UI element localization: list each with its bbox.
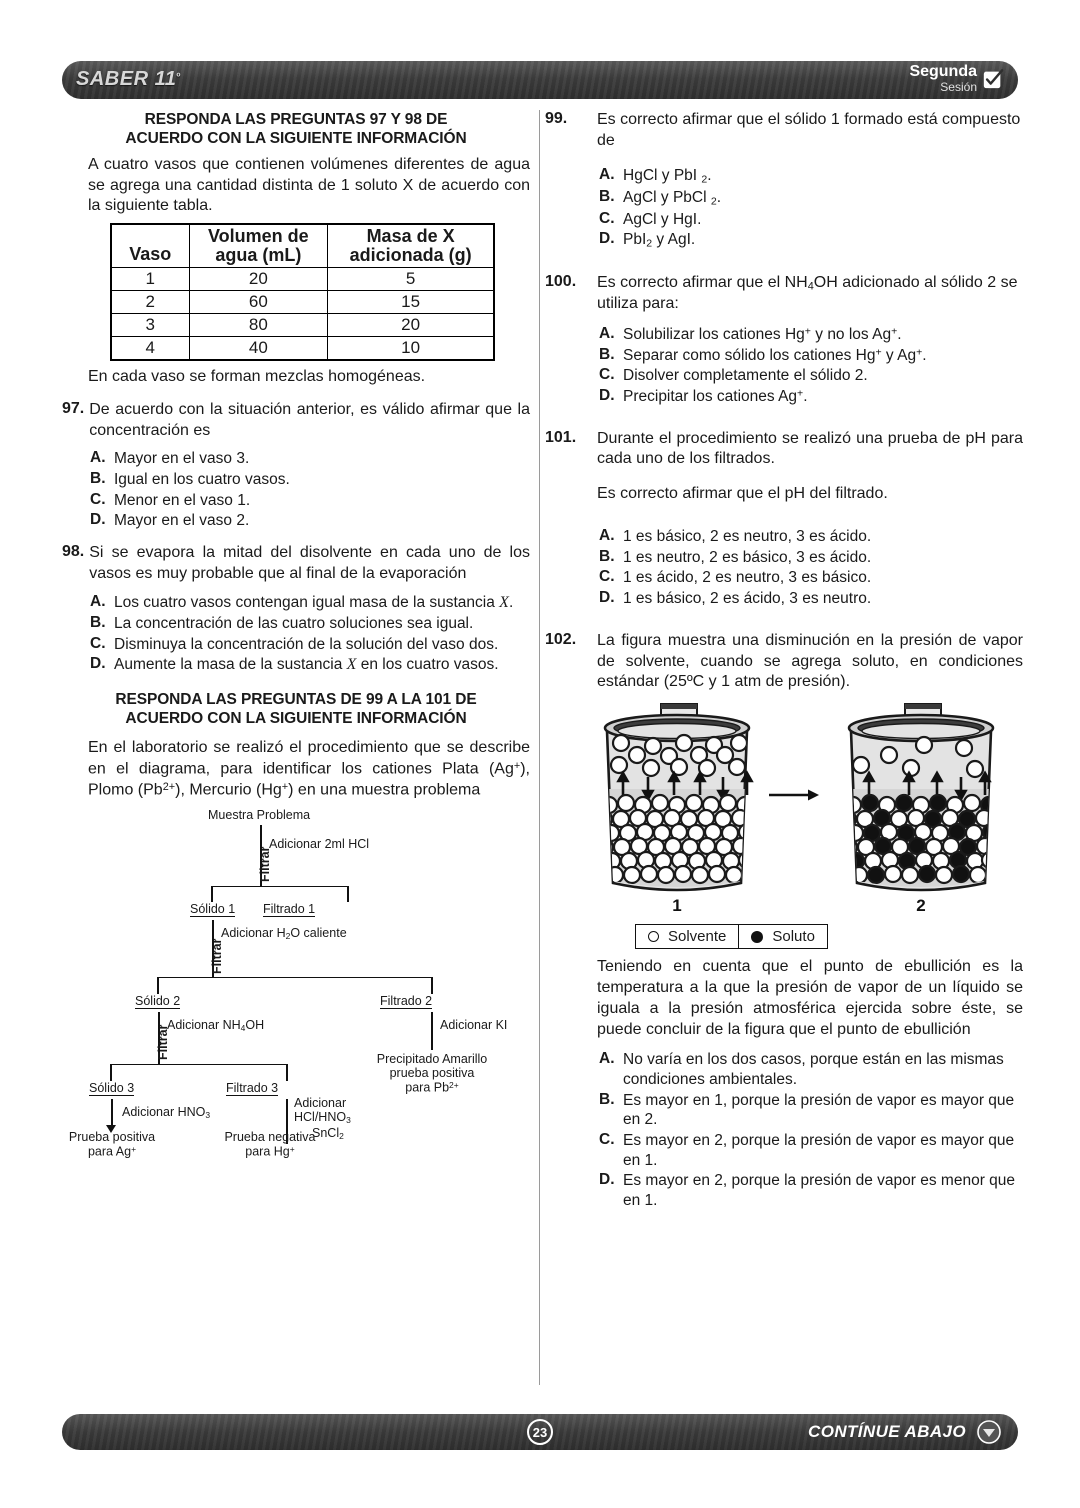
opt-s2: + — [891, 325, 898, 338]
option-text — [114, 655, 530, 675]
precipitado-line-1: Precipitado Amarillo — [376, 1051, 488, 1066]
question-100-options — [597, 325, 1023, 407]
figure-legend — [635, 924, 828, 949]
opt-sub: 2 — [701, 173, 708, 186]
chevron-down-circle-icon — [976, 1419, 1002, 1445]
flow-node-filtrado-1: Filtrado 1 — [263, 901, 316, 916]
lab-part-1: En el laboratorio se realizó el procedimiento que se describe en el diagrama, para identificar los cationes Plata (Ag — [88, 739, 530, 778]
cell-masa: 10 — [328, 336, 494, 360]
flow-node-filtrado-2: Filtrado 2 — [380, 993, 433, 1008]
beaker-2-label: 2 — [916, 896, 926, 916]
precipitado-line-3 — [357, 1080, 507, 1095]
option-letter: A. — [599, 324, 615, 342]
flow-branch-3 — [110, 1064, 288, 1066]
cell-volumen: 80 — [189, 313, 328, 336]
flow-line-solido1 — [211, 886, 213, 902]
open-circle-icon — [648, 931, 659, 942]
result-ag-line-2 — [62, 1144, 162, 1159]
question-102-stem-2: Teniendo en cuenta que el punto de ebullición es la temperatura a la que la presión de vapor de un líquido se iguala a la presión atmosférica ejercida sobre éste, se puede concluir de la figura que el punto de ebullición — [597, 958, 1023, 1038]
instruction-block-2 — [62, 690, 530, 729]
option-letter: C. — [599, 366, 615, 384]
flow-branch-2 — [157, 977, 432, 979]
option-b[interactable] — [597, 548, 1023, 568]
precipitado-pb-pre: para Pb — [405, 1080, 450, 1095]
option-letter: D. — [599, 589, 615, 607]
opt-p2: y Ag — [881, 346, 917, 364]
option-text-pre: Aumente la masa de la sustancia — [114, 656, 347, 674]
option-letter: C. — [599, 209, 615, 227]
opt-p3: . — [897, 325, 902, 343]
nh4oh-pre: Adicionar NH — [167, 1017, 241, 1032]
beaker-1-liquid-particles — [596, 795, 755, 883]
question-99 — [545, 110, 1023, 152]
opt-s1: + — [804, 325, 811, 338]
option-b[interactable] — [597, 188, 1023, 209]
vapor-pressure-figure — [589, 703, 1019, 918]
session-indicator — [909, 64, 1004, 93]
question-97 — [62, 400, 530, 442]
lab-part-3: ), Mercurio (Hg — [175, 782, 282, 800]
exam-title: SABER $11^º$ — [76, 68, 181, 90]
vasos-table — [110, 223, 495, 361]
question-98-number: 98. — [62, 543, 85, 560]
opt-s2: + — [916, 346, 923, 359]
option-italic-symbol: X — [499, 593, 509, 611]
legend-solute-label: Soluto — [772, 928, 815, 946]
question-99-number: 99. — [545, 110, 568, 127]
option-letter: B. — [599, 547, 615, 565]
page-number-badge: 23 — [527, 1419, 553, 1445]
result-ag-line-1: Prueba positiva — [68, 1129, 156, 1144]
legend-solvent-label: Solvente — [668, 928, 727, 946]
beaker-2 — [840, 704, 999, 915]
table-row — [111, 290, 494, 313]
option-d[interactable] — [88, 655, 530, 675]
question-97-stem: De acuerdo con la situación anterior, es válido afirmar que la concentración es — [89, 400, 530, 439]
option-b[interactable] — [88, 614, 530, 634]
sncl2-sub: 2 — [339, 1131, 344, 1142]
flow-node-muestra-problema: Muestra Problema — [208, 807, 311, 822]
option-c[interactable] — [597, 210, 1023, 230]
cell-volumen: 40 — [189, 336, 328, 360]
option-letter: A. — [90, 592, 106, 610]
hclhno3-pre: HCl/HNO — [294, 1110, 347, 1125]
instruction-1-line-2: ACUERDO CON LA SIGUIENTE INFORMACIÓN — [125, 130, 467, 148]
continue-indicator — [808, 1419, 1002, 1445]
column-divider — [539, 110, 540, 1385]
procedure-flowchart — [62, 807, 530, 1159]
cell-vaso: 3 — [111, 313, 189, 336]
option-italic-symbol: X — [346, 656, 357, 674]
option-letter: A. — [599, 1050, 615, 1068]
flow-label-filtrar-2: Filtrar — [210, 938, 224, 974]
table-header-vaso: Vaso — [111, 224, 189, 267]
question-101-number: 101. — [545, 428, 577, 446]
option-text-post: . — [508, 593, 514, 611]
right-arrow-icon — [769, 790, 819, 801]
option-letter: C. — [599, 568, 615, 586]
legend-solvent — [636, 925, 738, 948]
checked-box-icon — [982, 68, 1004, 90]
legend-solute — [738, 925, 827, 948]
header-volumen-line-2: agua (mL) — [215, 245, 302, 266]
option-text-pre: Los cuatro vasos contengan igual masa de la sustancia — [114, 593, 500, 611]
opt-s1: + — [875, 346, 882, 359]
flow-action-adicionar-h2o — [221, 926, 347, 941]
flow-result-prueba-negativa-hg — [215, 1130, 325, 1159]
filtrado3-action-line-2 — [294, 1110, 351, 1126]
option-a[interactable] — [597, 527, 1023, 547]
question-98 — [62, 543, 530, 585]
question-100 — [545, 273, 1023, 315]
question-98-stem: Si se evapora la mitad del disolvente en cada uno de los vasos es muy probable que al final de la evaporación — [89, 544, 530, 582]
opt-post: . — [707, 166, 712, 184]
flow-line-filtrado2 — [431, 977, 433, 994]
opt-sub: 2 — [646, 237, 653, 250]
option-letter: B. — [599, 345, 615, 363]
option-text — [623, 166, 1023, 187]
opt-s1: + — [797, 387, 804, 400]
result-hg-line-2 — [215, 1144, 325, 1159]
question-102-stem: La figura muestra una disminución en la presión de vapor de solvente, cuando se agrega soluto, en condiciones estándar (25ºC y 1 atm de presión). — [597, 631, 1023, 691]
table-row — [111, 336, 494, 360]
option-letter: A. — [599, 527, 615, 545]
instruction-2-line-1: RESPONDA LAS PREGUNTAS DE 99 A LA 101 DE — [115, 690, 477, 708]
question-99-options — [597, 166, 1023, 252]
option-c[interactable] — [597, 366, 1023, 386]
flow-line-filtrado1 — [347, 886, 349, 902]
opt-sub: 2 — [710, 195, 717, 208]
opt-post: . — [716, 188, 722, 206]
hno3-sub: 3 — [205, 1109, 211, 1120]
option-text: La concentración de las cuatro soluciones sea igual. — [114, 614, 474, 632]
option-letter: D. — [599, 386, 615, 404]
h2o-post: O caliente — [290, 925, 347, 940]
flow-action-adicionar-ki: Adicionar KI — [440, 1017, 508, 1032]
after-table-text: En cada vaso se forman mezclas homogéneas. — [88, 367, 426, 385]
flow-line-solido3-action — [111, 1099, 113, 1127]
option-text-post: en los cuatro vasos. — [356, 656, 499, 674]
opt-p3: . — [922, 346, 927, 364]
option-text: Igual en los cuatro vasos. — [114, 470, 290, 488]
question-101-stem: Durante el procedimiento se realizó una prueba de pH para cada uno de los filtrados. — [597, 429, 1023, 468]
option-text — [623, 387, 1023, 407]
cell-masa: 15 — [328, 290, 494, 313]
session-line-2: Sesión — [940, 80, 977, 94]
flow-result-precipitado — [357, 1052, 507, 1095]
question-100-number: 100. — [545, 273, 577, 291]
option-text: 1 es básico, 2 es ácido, 3 es neutro. — [623, 590, 872, 608]
lab-sup-3: + — [281, 781, 289, 794]
option-text — [623, 346, 1023, 366]
question-102-options — [597, 1050, 1023, 1210]
result-ag-sup: + — [131, 1143, 137, 1154]
q100-stem-pre: Es correcto afirmar que el NH — [597, 274, 808, 292]
lab-paragraph — [62, 738, 530, 802]
result-hg-sup: + — [289, 1143, 295, 1154]
question-101-options — [597, 527, 1023, 609]
option-d[interactable] — [597, 589, 1023, 609]
option-letter: B. — [90, 613, 106, 631]
table-row — [111, 313, 494, 336]
h2o-pre: Adicionar H — [221, 925, 286, 940]
question-98-options — [88, 593, 530, 676]
option-text: No varía en los dos casos, porque están en las mismas condiciones ambientales. — [623, 1051, 1004, 1088]
hclhno3-sub: 3 — [346, 1115, 351, 1126]
precipitado-pb-sup: 2+ — [449, 1079, 459, 1090]
option-text: Disminuya la concentración de la solución del vaso dos. — [114, 635, 499, 653]
option-letter: C. — [90, 490, 106, 508]
table-row — [111, 267, 494, 290]
cell-masa: 5 — [328, 267, 494, 290]
beakers-svg — [589, 703, 1019, 918]
opt-p1: Precipitar los cationes Ag — [623, 387, 798, 405]
flow-node-solido-2: Sólido 2 — [135, 993, 181, 1008]
session-line-1: Segunda — [909, 63, 977, 80]
cell-vaso: 1 — [111, 267, 189, 290]
option-letter: D. — [599, 1171, 615, 1189]
hno3-pre: Adicionar HNO — [122, 1104, 206, 1119]
option-text: Mayor en el vaso 3. — [114, 450, 250, 468]
option-text: AgCl y HgI. — [623, 210, 702, 228]
opt-p1: Separar como sólido los cationes Hg — [623, 346, 876, 364]
instruction-1-line-1: RESPONDA LAS PREGUNTAS 97 Y 98 DE — [144, 111, 448, 128]
filtrado3-action-line-1: Adicionar — [294, 1095, 347, 1110]
option-d[interactable] — [88, 511, 530, 531]
option-c[interactable] — [597, 1131, 1023, 1170]
question-97-options — [88, 449, 530, 531]
h2o-sub: 2 — [285, 930, 291, 941]
cell-volumen: 60 — [189, 290, 328, 313]
option-a[interactable] — [88, 593, 530, 613]
flow-action-adicionar-hno3 — [122, 1105, 210, 1120]
option-letter: A. — [90, 449, 106, 467]
option-text: Es mayor en 1, porque la presión de vapor es mayor que en 2. — [623, 1091, 1015, 1129]
opt-pre: PbI — [623, 231, 647, 249]
intro-paragraph: A cuatro vasos que contienen volúmenes diferentes de agua se agrega una cantidad distinta de 1 soluto X de acuerdo con la siguiente tabla. — [88, 155, 530, 215]
flow-line-solido2 — [157, 977, 159, 994]
flow-node-filtrado-3: Filtrado 3 — [226, 1080, 279, 1095]
option-text — [114, 593, 530, 613]
question-101-stem-2: Es correcto afirmar que el pH del filtrado. — [597, 485, 888, 503]
option-d[interactable] — [597, 387, 1023, 407]
question-102-number: 102. — [545, 630, 577, 648]
option-a[interactable] — [88, 449, 530, 469]
option-b[interactable] — [88, 470, 530, 490]
flow-result-prueba-positiva-ag — [62, 1130, 162, 1159]
q100-stem-post: OH adicionado al sólido 2 se utiliza para: — [597, 274, 1018, 313]
option-c[interactable] — [88, 491, 530, 511]
flow-node-solido-3: Sólido 3 — [89, 1080, 135, 1095]
header-volumen-line-1: Volumen de — [208, 226, 309, 247]
lab-sup-2: 2+ — [162, 781, 176, 794]
lab-part-4: ) en una muestra problema — [288, 782, 481, 800]
nh4oh-sub: 4 — [240, 1022, 246, 1033]
option-letter: B. — [599, 187, 615, 205]
left-column — [62, 110, 530, 1159]
cell-vaso: 4 — [111, 336, 189, 360]
option-text: Disolver completamente el sólido 2. — [623, 367, 868, 385]
beaker-1-label: 1 — [672, 896, 682, 916]
continue-label: CONTÍNUE ABAJO — [808, 1422, 966, 1441]
flow-label-filtrar-1: Filtrar — [258, 846, 272, 882]
option-text — [623, 188, 1023, 209]
option-a[interactable] — [597, 1050, 1023, 1089]
page-footer-bar — [62, 1414, 1018, 1450]
opt-post: y AgI. — [652, 231, 696, 249]
option-b[interactable] — [597, 1091, 1023, 1130]
precipitado-line-2: prueba positiva — [389, 1065, 475, 1080]
table-header-row — [111, 224, 494, 267]
option-letter: D. — [599, 230, 615, 248]
option-text: Mayor en el vaso 2. — [114, 512, 250, 530]
option-letter: D. — [90, 511, 106, 529]
question-97-number: 97. — [62, 399, 85, 417]
question-102 — [545, 631, 1023, 693]
option-text: 1 es ácido, 2 es neutro, 3 es básico. — [623, 569, 872, 587]
lab-part-2: ), Plomo (Pb — [88, 760, 530, 800]
table-header-volumen — [189, 224, 328, 267]
question-99-stem: Es correcto afirmar que el sólido 1 formado está compuesto de — [597, 111, 1021, 149]
question-100-stem — [597, 273, 1023, 315]
opt-p2: y no los Ag — [810, 325, 892, 343]
option-text: Es mayor en 2, porque la presión de vapor es mayor que en 1. — [623, 1131, 1015, 1169]
flow-line-solido3 — [110, 1064, 112, 1081]
option-text: 1 es básico, 2 es neutro, 3 es ácido. — [623, 528, 872, 546]
result-hg-line-1: Prueba negativa — [224, 1129, 316, 1144]
sncl2-pre: SnCl — [312, 1126, 340, 1141]
flow-node-solido-1: Sólido 1 — [190, 901, 236, 916]
filled-circle-icon — [751, 931, 763, 943]
opt-p1: Solubilizar los cationes Hg — [623, 325, 805, 343]
result-ag-pre: para Ag — [87, 1144, 132, 1159]
option-a[interactable] — [597, 166, 1023, 187]
option-d[interactable] — [597, 1171, 1023, 1210]
instruction-2-line-2: ACUERDO CON LA SIGUIENTE INFORMACIÓN — [125, 709, 467, 727]
option-text: Menor en el vaso 1. — [114, 491, 251, 509]
option-c[interactable] — [88, 635, 530, 655]
flow-action-adicionar-hcl: Adicionar 2ml HCl — [269, 836, 370, 851]
beaker-1 — [596, 704, 755, 915]
flow-label-filtrar-3: Filtrar — [156, 1024, 170, 1060]
flow-line-filtrado2-action — [431, 1012, 433, 1050]
option-text — [623, 230, 1023, 251]
option-c[interactable] — [597, 568, 1023, 588]
option-text: 1 es neutro, 2 es básico, 3 es ácido. — [623, 548, 872, 566]
opt-pre: AgCl y PbCl — [623, 188, 711, 206]
option-letter: C. — [599, 1130, 615, 1148]
page-header-bar — [62, 61, 1018, 99]
right-column — [545, 110, 1023, 1212]
instruction-block-1 — [62, 110, 530, 149]
cell-volumen: 20 — [189, 267, 328, 290]
option-letter: C. — [90, 634, 106, 652]
option-text: Es mayor en 2, porque la presión de vapor es menor que en 1. — [623, 1172, 1016, 1209]
option-d[interactable] — [597, 230, 1023, 251]
flow-action-adicionar-nh4oh — [167, 1018, 264, 1033]
opt-pre: HgCl y PbI — [623, 166, 702, 184]
option-b[interactable] — [597, 346, 1023, 366]
option-letter: B. — [90, 469, 106, 487]
option-letter: D. — [90, 655, 106, 673]
result-hg-pre: para Hg — [245, 1144, 290, 1159]
nh4oh-post: OH — [245, 1017, 265, 1032]
flow-line-filtrado3 — [286, 1064, 288, 1081]
option-a[interactable] — [597, 325, 1023, 345]
table-header-masa — [328, 224, 494, 267]
beaker-2-liquid-particles — [840, 795, 999, 883]
header-masa-line-2: adicionada (g) — [349, 245, 472, 266]
header-masa-line-1: Masa de X — [366, 226, 455, 247]
lab-sup-1: + — [513, 760, 521, 773]
flow-branch-1 — [211, 886, 348, 888]
option-text — [623, 325, 1023, 345]
option-letter: B. — [599, 1090, 615, 1108]
cell-vaso: 2 — [111, 290, 189, 313]
option-letter: A. — [599, 165, 615, 183]
question-101 — [545, 429, 1023, 471]
cell-masa: 20 — [328, 313, 494, 336]
q100-stem-sub: 4 — [807, 281, 814, 294]
opt-p2: . — [803, 387, 808, 405]
